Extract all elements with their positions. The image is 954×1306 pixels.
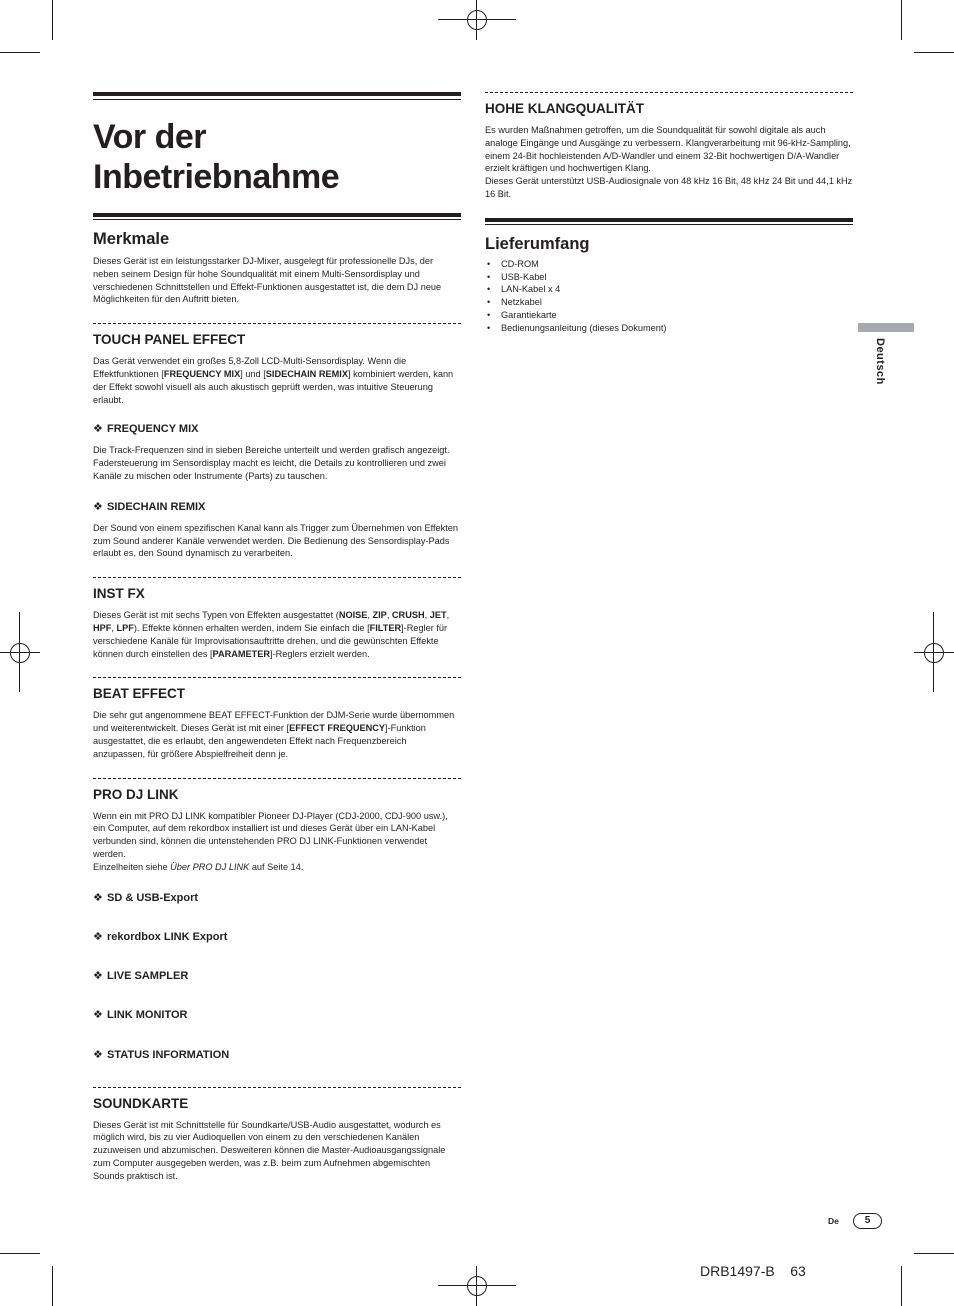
diamond-icon: ❖ xyxy=(93,1048,103,1061)
text: Die sehr gut angenommene BEAT EFFECT-Funktion der DJM-Serie wurde übernommen und weiterentwickelt. Dieses Gerät ist mit einer [ xyxy=(93,710,455,734)
diamond-icon: ❖ xyxy=(93,423,103,436)
bullet-icon: • xyxy=(487,322,491,333)
text: , xyxy=(446,610,450,621)
feature-heading xyxy=(93,422,461,436)
list-item-label: Bedienungsanleitung (dieses Dokument) xyxy=(501,322,667,333)
crop-mark xyxy=(438,19,516,20)
paragraph: Der Sound von einem spezifischen Kanal kann als Trigger zum Übernehmen von Effekten zum Sound anderer Kanäle verwendet werden. Die Bedienung des Sensordisplay-Pads erlaubt es, den Sound dynamisch zu verarbeiten. xyxy=(93,522,458,559)
language-code: De xyxy=(828,1216,839,1226)
package-contents-list xyxy=(485,258,853,335)
text: Dieses Gerät ist mit sechs Typen von Effekten ausgestattet ( xyxy=(93,610,339,621)
registration-mark xyxy=(914,633,954,673)
crop-mark xyxy=(933,612,934,692)
list-item xyxy=(485,283,853,296)
reference-link[interactable]: Über PRO DJ LINK xyxy=(170,861,250,872)
text: auf Seite 14. xyxy=(249,861,304,872)
feature-heading xyxy=(93,930,461,944)
section-heading: Lieferumfang xyxy=(485,234,590,253)
paragraph: Es wurden Maßnahmen getroffen, um die Soundqualität für sowohl digitale als auch analoge Eingänge und Ausgänge zu verbessern. Klangverarbeitung mit 96-kHz-Sampling, einem 24-Bit hochleistenden A/D-Wandler und einem 32-Bit hochwertigen D/A-Wandler erzielt kräftigen und hochwertigen Klang. xyxy=(485,125,851,174)
subsection-heading: PRO DJ LINK xyxy=(93,786,179,802)
list-item xyxy=(485,322,853,335)
bold-term: JET xyxy=(429,610,447,621)
text: Einzelheiten siehe xyxy=(93,861,171,872)
left-column xyxy=(93,92,461,1183)
section-rule xyxy=(485,218,853,225)
crop-mark xyxy=(52,0,53,40)
divider xyxy=(93,1087,461,1088)
bold-term: EFFECT FREQUENCY xyxy=(289,723,386,734)
divider xyxy=(485,92,853,93)
bold-term: CRUSH xyxy=(391,610,425,621)
feature-label: FREQUENCY MIX xyxy=(107,423,199,436)
crop-mark xyxy=(901,0,902,40)
section-heading: Merkmale xyxy=(93,230,170,248)
paragraph: Dieses Gerät ist mit Schnittstelle für Soundkarte/USB-Audio ausgestattet, wodurch es möglich wird, bis zu vier Audioquellen von einem zu den verschiedenen Kanälen zuzuweisen und abzumischen. Desweiteren können die Master-Audioausgangssignale zum Computer ausgegeben werden, was z.B. beim zum Aufnehmen abgemischten Sounds praktisch ist. xyxy=(93,1119,446,1181)
text: ] und [ xyxy=(240,368,266,379)
text: , xyxy=(111,622,117,633)
paragraph xyxy=(93,609,461,660)
paragraph xyxy=(93,355,461,406)
bullet-icon: • xyxy=(487,284,491,295)
text: ). Effekte können erhalten werden, indem Sie einfach die [ xyxy=(133,622,370,633)
bold-term: HPF xyxy=(93,622,112,633)
list-item-label: CD-ROM xyxy=(501,258,539,269)
text: , xyxy=(386,610,392,621)
list-item xyxy=(485,296,853,309)
bold-term: LPF xyxy=(116,622,134,633)
paragraph: Dieses Gerät ist ein leistungsstarker DJ-Mixer, ausgelegt für professionelle DJs, der neben seinem Design für hohe Soundqualität mit einem Multi-Sensordisplay und verschiedenen Schnittstellen und Effekt-Funktionen ausgestattet ist, die dem DJ neue Möglichkeiten für den Auftritt bieten. xyxy=(93,256,442,305)
bullet-icon: • xyxy=(487,271,491,282)
crop-mark xyxy=(914,52,954,53)
cross-reference xyxy=(93,861,461,874)
document-code: DRB1497-B 63 xyxy=(700,1263,806,1279)
diamond-icon: ❖ xyxy=(93,891,103,904)
crop-mark xyxy=(914,1253,954,1254)
bold-term: PARAMETER xyxy=(212,648,271,659)
crop-mark xyxy=(901,1266,902,1306)
title-rule xyxy=(93,92,461,96)
feature-label: SD & USB-Export xyxy=(107,891,199,904)
paragraph xyxy=(93,709,461,760)
crop-mark xyxy=(438,1285,516,1286)
bullet-icon: • xyxy=(487,258,491,269)
text: , xyxy=(424,610,430,621)
registration-mark xyxy=(457,1266,497,1306)
feature-label: LINK MONITOR xyxy=(107,1008,188,1021)
list-item xyxy=(485,271,853,284)
feature-label: rekordbox LINK Export xyxy=(107,930,228,943)
text: ]-Regler für verschiedene Kanäle für Improvisationsauftritte drehen, und die gewünschten Effekte können durch einstellen des [ xyxy=(93,622,448,659)
text: ]-Funktion ausgestattet, die es erlaubt, den angewendeten Effekt nach Frequenzbereich anzupassen, für größere Abspielfreiheit denn je. xyxy=(93,723,426,759)
diamond-icon: ❖ xyxy=(93,969,103,982)
text: , xyxy=(367,610,373,621)
subsection-heading: SOUNDKARTE xyxy=(93,1095,189,1111)
feature-heading xyxy=(93,891,461,905)
subsection-heading: TOUCH PANEL EFFECT xyxy=(93,332,246,348)
crop-mark xyxy=(0,1253,40,1254)
bold-term: ZIP xyxy=(372,610,387,621)
bold-term: NOISE xyxy=(338,610,368,621)
divider xyxy=(93,677,461,678)
bullet-icon: • xyxy=(487,309,491,320)
paragraph: Dieses Gerät unterstützt USB-Audiosignale von 48 kHz 16 Bit, 48 kHz 24 Bit und 44,1 kHz 16 Bit. xyxy=(485,176,853,199)
subsection-heading: HOHE KLANGQUALITÄT xyxy=(485,101,644,116)
diamond-icon: ❖ xyxy=(93,1008,103,1021)
list-item-label: Netzkabel xyxy=(501,297,542,308)
page-title: Vor der Inbetriebnahme xyxy=(93,118,340,196)
text: ]-Reglers erzielt werden. xyxy=(270,648,370,659)
list-item-label: LAN-Kabel x 4 xyxy=(501,284,561,295)
language-tab-marker xyxy=(858,323,914,332)
title-rule xyxy=(93,99,461,100)
bullet-icon: • xyxy=(487,297,491,308)
bold-term: FILTER xyxy=(369,622,402,633)
list-item-label: Garantiekarte xyxy=(501,309,557,320)
bold-term: SIDECHAIN REMIX xyxy=(265,368,348,379)
feature-heading xyxy=(93,500,461,514)
feature-heading xyxy=(93,969,461,983)
text: Das Gerät verwendet ein großes 5,8-Zoll LCD-Multi-Sensordisplay. Wenn die Effektfunktionen [ xyxy=(93,356,407,379)
list-item xyxy=(485,309,853,322)
diamond-icon: ❖ xyxy=(93,930,103,943)
list-item-label: USB-Kabel xyxy=(501,271,547,282)
crop-mark xyxy=(0,52,40,53)
divider xyxy=(93,778,461,779)
paragraph: Die Track-Frequenzen sind in sieben Bereiche unterteilt und werden grafisch angezeigt. Fadersteuerung im Sensordisplay macht es leicht, die Details zu kontrollieren und zwei Kanäle zu mischen oder Instrumente (Parts) zu tauschen. xyxy=(93,445,450,481)
feature-heading xyxy=(93,1048,461,1062)
list-item xyxy=(485,258,853,271)
language-tab-label: Deutsch xyxy=(874,338,886,385)
section-rule xyxy=(93,213,461,220)
divider xyxy=(93,577,461,578)
paragraph: Wenn ein mit PRO DJ LINK kompatibler Pioneer DJ-Player (CDJ-2000, CDJ-900 usw.), ein Computer, auf dem rekordbox installiert ist und dieses Gerät über ein LAN-Kabel verbunden sind, können die untenstehenden PRO DJ LINK-Funktionen verwendet werden. xyxy=(93,810,448,859)
registration-mark xyxy=(0,633,40,673)
diamond-icon: ❖ xyxy=(93,500,103,513)
bold-term: FREQUENCY MIX xyxy=(163,368,241,379)
feature-label: STATUS INFORMATION xyxy=(107,1048,230,1061)
subsection-heading: INST FX xyxy=(93,586,145,602)
feature-label: LIVE SAMPLER xyxy=(107,969,189,982)
text: ] kombiniert werden, kann der Effekt sowohl visuell als auch akustisch geprüft werden, was intuitive Steuerung erlaubt. xyxy=(93,368,454,405)
divider xyxy=(93,323,461,324)
crop-mark xyxy=(52,1266,53,1306)
right-column xyxy=(485,92,853,335)
subsection-heading: BEAT EFFECT xyxy=(93,686,185,702)
page-number: 5 xyxy=(853,1213,882,1229)
feature-heading xyxy=(93,1008,461,1022)
registration-mark xyxy=(457,0,497,40)
crop-mark xyxy=(19,612,20,692)
feature-label: SIDECHAIN REMIX xyxy=(107,500,206,513)
